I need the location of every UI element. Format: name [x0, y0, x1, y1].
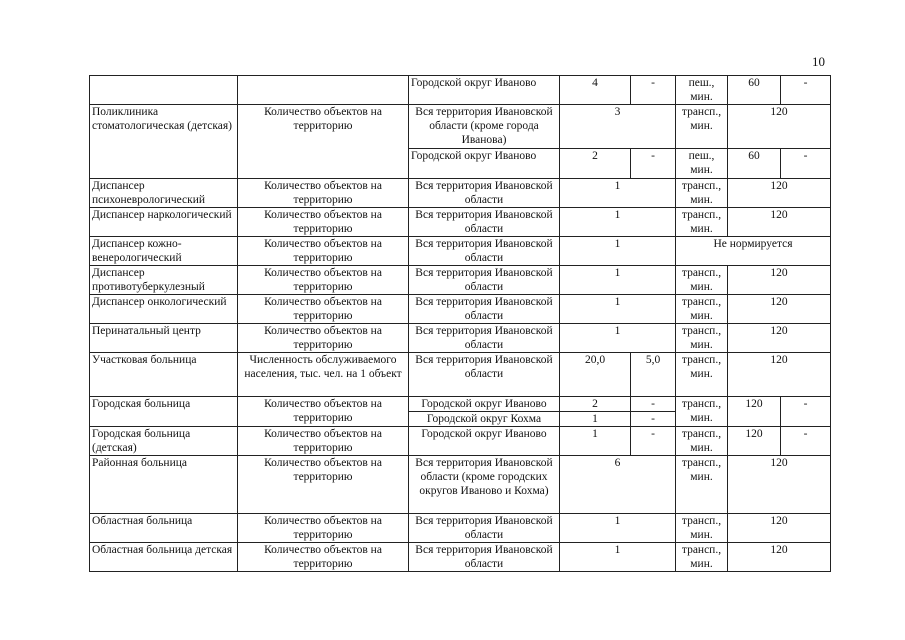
indicator-cell: Количество объектов на территорию — [238, 179, 409, 208]
transport-cell: трансп., мин. — [676, 353, 728, 397]
table-row — [90, 208, 831, 237]
transport-cell: пеш., мин. — [676, 76, 728, 105]
time-cell: - — [781, 149, 831, 179]
table-row — [90, 105, 831, 149]
facility-cell: Городская больница — [90, 397, 238, 427]
time-cell: - — [781, 427, 831, 456]
facility-cell: Диспансер психоневрологический — [90, 179, 238, 208]
transport-cell: трансп., мин. — [676, 324, 728, 353]
territory-cell: Вся территория Ивановской области — [409, 208, 560, 237]
value-cell: 2 — [560, 397, 631, 412]
time-cell: 120 — [728, 179, 831, 208]
value-cell: - — [631, 76, 676, 105]
indicator-cell: Количество объектов на территорию — [238, 427, 409, 456]
territory-cell: Городской округ Иваново — [409, 76, 560, 105]
time-cell: 120 — [728, 543, 831, 572]
time-cell: 120 — [728, 397, 781, 427]
transport-cell: пеш., мин. — [676, 149, 728, 179]
facility-cell: Диспансер противотуберкулезный — [90, 266, 238, 295]
facility-cell: Областная больница детская — [90, 543, 238, 572]
time-cell: 120 — [728, 353, 831, 397]
transport-cell: трансп., мин. — [676, 397, 728, 427]
transport-cell: трансп., мин. — [676, 179, 728, 208]
time-cell: - — [781, 76, 831, 105]
value-cell: 2 — [560, 149, 631, 179]
transport-cell: трансп., мин. — [676, 514, 728, 543]
indicator-cell: Количество объектов на территорию — [238, 456, 409, 514]
territory-cell: Вся территория Ивановской области — [409, 237, 560, 266]
indicator-cell: Количество объектов на территорию — [238, 266, 409, 295]
value-cell: 1 — [560, 543, 676, 572]
time-cell: 60 — [728, 76, 781, 105]
transport-cell: трансп., мин. — [676, 456, 728, 514]
value-cell: 6 — [560, 456, 676, 514]
transport-cell: трансп., мин. — [676, 295, 728, 324]
indicator-cell: Количество объектов на территорию — [238, 514, 409, 543]
time-cell: - — [781, 397, 831, 427]
value-cell: 5,0 — [631, 353, 676, 397]
transport-cell: трансп., мин. — [676, 105, 728, 149]
time-cell: 120 — [728, 456, 831, 514]
facility-cell — [90, 76, 238, 105]
value-cell: - — [631, 427, 676, 456]
territory-cell: Вся территория Ивановской области (кроме города Иванова) — [409, 105, 560, 149]
transport-cell: трансп., мин. — [676, 543, 728, 572]
facility-cell: Районная больница — [90, 456, 238, 514]
value-cell: 1 — [560, 237, 676, 266]
table-row — [90, 295, 831, 324]
table-row — [90, 324, 831, 353]
territory-cell: Вся территория Ивановской области — [409, 514, 560, 543]
value-cell: - — [631, 412, 676, 427]
value-cell: - — [631, 149, 676, 179]
norms-table — [89, 75, 831, 572]
facility-cell: Поликлиника стоматологическая (детская) — [90, 105, 238, 179]
table-row — [90, 514, 831, 543]
territory-cell: Вся территория Ивановской области — [409, 324, 560, 353]
time-cell: 120 — [728, 295, 831, 324]
table-row — [90, 427, 831, 456]
value-cell: 1 — [560, 427, 631, 456]
indicator-cell: Количество объектов на территорию — [238, 295, 409, 324]
indicator-cell — [238, 76, 409, 105]
table-row — [90, 353, 831, 397]
value-cell: 1 — [560, 208, 676, 237]
page-number: 10 — [812, 54, 825, 69]
territory-cell: Городской округ Иваново — [409, 149, 560, 179]
value-cell: 1 — [560, 266, 676, 295]
value-cell: 1 — [560, 179, 676, 208]
time-cell: 120 — [728, 105, 831, 149]
transport-cell: трансп., мин. — [676, 427, 728, 456]
table-row — [90, 543, 831, 572]
table-row — [90, 237, 831, 266]
territory-cell: Вся территория Ивановской области (кроме городских округов Иваново и Кохма) — [409, 456, 560, 514]
facility-cell: Перинатальный центр — [90, 324, 238, 353]
table-row — [90, 179, 831, 208]
value-cell: 1 — [560, 514, 676, 543]
facility-cell: Диспансер онкологический — [90, 295, 238, 324]
transport-cell: трансп., мин. — [676, 208, 728, 237]
facility-cell: Областная больница — [90, 514, 238, 543]
time-cell: 120 — [728, 514, 831, 543]
territory-cell: Вся территория Ивановской области — [409, 543, 560, 572]
facility-cell: Участковая больница — [90, 353, 238, 397]
indicator-cell: Количество объектов на территорию — [238, 324, 409, 353]
transport-cell: трансп., мин. — [676, 266, 728, 295]
facility-cell: Диспансер наркологический — [90, 208, 238, 237]
table-row — [90, 397, 831, 412]
territory-cell: Вся территория Ивановской области — [409, 353, 560, 397]
territory-cell: Вся территория Ивановской области — [409, 266, 560, 295]
indicator-cell: Количество объектов на территорию — [238, 237, 409, 266]
facility-cell: Диспансер кожно-венерологический — [90, 237, 238, 266]
time-cell: 120 — [728, 427, 781, 456]
value-cell: 3 — [560, 105, 676, 149]
not-normed-cell: Не нормируется — [676, 237, 831, 266]
time-cell: 120 — [728, 208, 831, 237]
value-cell: - — [631, 397, 676, 412]
territory-cell: Городской округ Кохма — [409, 412, 560, 427]
facility-cell: Городская больница (детская) — [90, 427, 238, 456]
indicator-cell: Количество объектов на территорию — [238, 105, 409, 179]
time-cell: 120 — [728, 324, 831, 353]
indicator-cell: Количество объектов на территорию — [238, 397, 409, 427]
time-cell: 60 — [728, 149, 781, 179]
value-cell: 1 — [560, 295, 676, 324]
territory-cell: Вся территория Ивановской области — [409, 179, 560, 208]
value-cell: 4 — [560, 76, 631, 105]
territory-cell: Городской округ Иваново — [409, 427, 560, 456]
value-cell: 1 — [560, 324, 676, 353]
table-row — [90, 266, 831, 295]
table-row — [90, 456, 831, 514]
territory-cell: Вся территория Ивановской области — [409, 295, 560, 324]
indicator-cell: Количество объектов на территорию — [238, 543, 409, 572]
time-cell: 120 — [728, 266, 831, 295]
indicator-cell: Численность обслуживаемого населения, тыс. чел. на 1 объект — [238, 353, 409, 397]
value-cell: 20,0 — [560, 353, 631, 397]
indicator-cell: Количество объектов на территорию — [238, 208, 409, 237]
table-row — [90, 76, 831, 105]
value-cell: 1 — [560, 412, 631, 427]
territory-cell: Городской округ Иваново — [409, 397, 560, 412]
